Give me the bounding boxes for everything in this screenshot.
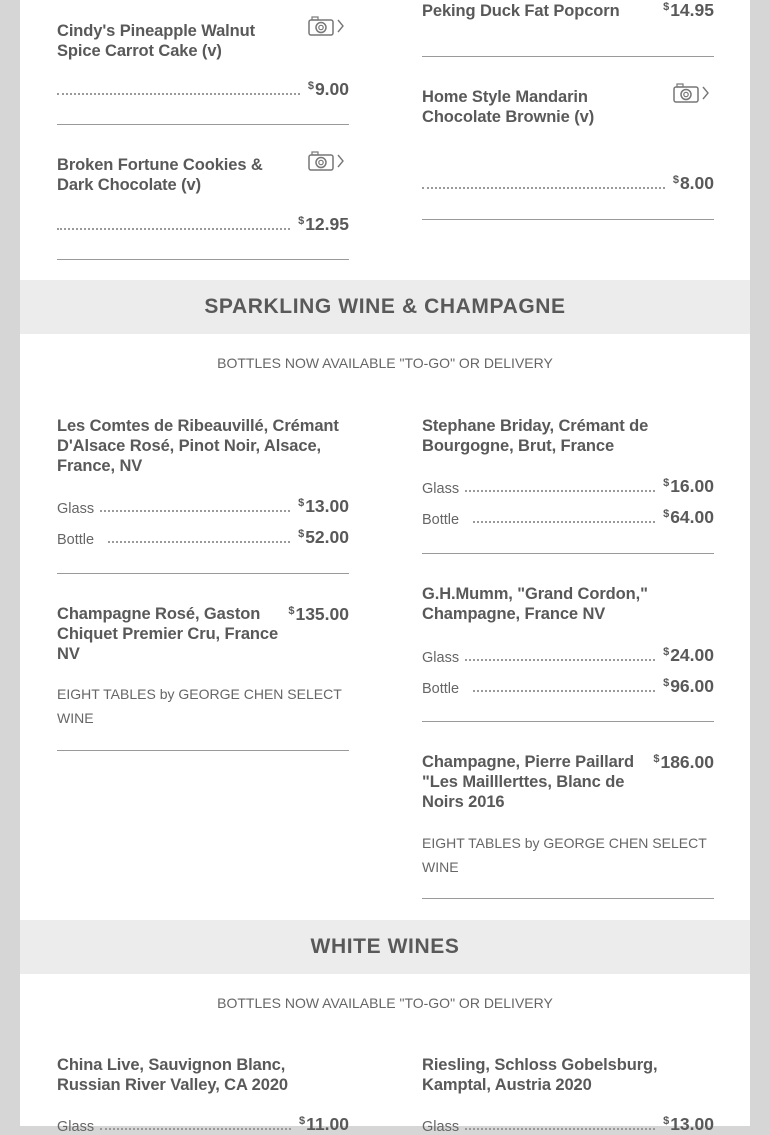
glass-price: $16.00 xyxy=(663,476,714,496)
price-row xyxy=(57,215,349,235)
leader-dots xyxy=(108,541,290,543)
bottle-price: $64.00 xyxy=(663,507,714,527)
item-note: EIGHT TABLES by GEORGE CHEN SELECT WINE xyxy=(57,686,342,726)
item-price: $8.00 xyxy=(672,173,714,193)
bottle-label: Bottle xyxy=(422,681,460,697)
leader-dots xyxy=(57,93,300,95)
glass-label: Glass xyxy=(57,501,95,517)
price-row xyxy=(57,80,349,100)
section-title: SPARKLING WINE & CHAMPAGNE xyxy=(204,295,566,318)
item-price: $14.95 xyxy=(663,0,714,20)
leader-dots xyxy=(465,490,655,492)
glass-price: $13.00 xyxy=(663,1114,714,1134)
section-subtitle: BOTTLES NOW AVAILABLE "TO-GO" OR DELIVERY xyxy=(217,995,553,1011)
item-name: Cindy's Pineapple Walnut Spice Carrot Cake (v) xyxy=(57,22,256,60)
price-row xyxy=(422,174,714,194)
item-name: G.H.Mumm, "Grand Cordon," Champagne, France NV xyxy=(422,585,648,623)
leader-dots xyxy=(465,659,655,661)
chevron-right-icon[interactable] xyxy=(337,154,345,168)
section-header-white-wines xyxy=(20,920,750,974)
divider xyxy=(422,219,714,220)
leader-dots xyxy=(100,1128,291,1130)
bottle-label: Bottle xyxy=(57,532,95,548)
chevron-right-icon[interactable] xyxy=(337,19,345,33)
leader-dots xyxy=(422,187,665,189)
item-name: Peking Duck Fat Popcorn xyxy=(422,2,620,20)
glass-price-row xyxy=(57,1115,349,1135)
item-name: Home Style Mandarin Chocolate Brownie (v) xyxy=(422,88,595,126)
divider xyxy=(57,124,349,125)
camera-icon[interactable] xyxy=(308,16,334,36)
leader-dots xyxy=(57,228,290,230)
photo-link[interactable] xyxy=(308,16,345,36)
divider xyxy=(422,553,714,554)
divider xyxy=(57,259,349,260)
section-title: WHITE WINES xyxy=(310,935,460,958)
item-price: $186.00 xyxy=(653,752,714,772)
chevron-right-icon[interactable] xyxy=(702,86,710,100)
divider xyxy=(422,721,714,722)
item-name: Riesling, Schloss Gobelsburg, Kamptal, Austria 2020 xyxy=(422,1056,658,1094)
item-note: EIGHT TABLES by GEORGE CHEN SELECT WINE xyxy=(422,835,707,875)
divider xyxy=(422,56,714,57)
section-header-sparkling xyxy=(20,280,750,334)
item-name: China Live, Sauvignon Blanc, Russian River Valley, CA 2020 xyxy=(57,1056,288,1094)
glass-label: Glass xyxy=(422,481,460,497)
camera-icon[interactable] xyxy=(308,151,334,171)
item-price: $12.95 xyxy=(298,214,349,234)
glass-price-row xyxy=(57,497,349,517)
photo-link[interactable] xyxy=(308,151,345,171)
leader-dots xyxy=(473,521,655,523)
leader-dots xyxy=(100,510,290,512)
bottle-price-row xyxy=(57,528,349,548)
divider xyxy=(422,898,714,899)
bottle-price: $52.00 xyxy=(298,527,349,547)
glass-label: Glass xyxy=(57,1119,95,1135)
item-name: Champagne, Pierre Paillard "Les Mailllerttes, Blanc de Noirs 2016 xyxy=(422,753,634,811)
item-price: $135.00 xyxy=(288,604,349,624)
item-name: Stephane Briday, Crémant de Bourgogne, Brut, France xyxy=(422,417,649,455)
item-name: Champagne Rosé, Gaston Chiquet Premier Cru, France NV xyxy=(57,605,279,663)
divider xyxy=(57,750,349,751)
bottle-price-row xyxy=(422,508,714,528)
glass-price: $11.00 xyxy=(299,1114,349,1134)
leader-dots xyxy=(465,1128,655,1130)
glass-price-row xyxy=(422,1115,714,1135)
photo-link[interactable] xyxy=(673,83,710,103)
glass-price: $13.00 xyxy=(298,496,349,516)
glass-label: Glass xyxy=(422,1119,460,1135)
divider xyxy=(57,573,349,574)
section-subtitle: BOTTLES NOW AVAILABLE "TO-GO" OR DELIVERY xyxy=(217,355,553,371)
glass-price-row xyxy=(422,646,714,666)
item-name: Les Comtes de Ribeauvillé, Crémant D'Alsace Rosé, Pinot Noir, Alsace, France, NV xyxy=(57,417,339,475)
glass-price: $24.00 xyxy=(663,645,714,665)
bottle-price: $96.00 xyxy=(663,676,714,696)
bottle-label: Bottle xyxy=(422,512,460,528)
menu-page xyxy=(20,0,750,1135)
item-price: $9.00 xyxy=(307,79,349,99)
bottle-price-row xyxy=(422,677,714,697)
camera-icon[interactable] xyxy=(673,83,699,103)
leader-dots xyxy=(473,690,655,692)
item-name: Broken Fortune Cookies & Dark Chocolate (v) xyxy=(57,156,263,194)
glass-price-row xyxy=(422,477,714,497)
glass-label: Glass xyxy=(422,650,460,666)
